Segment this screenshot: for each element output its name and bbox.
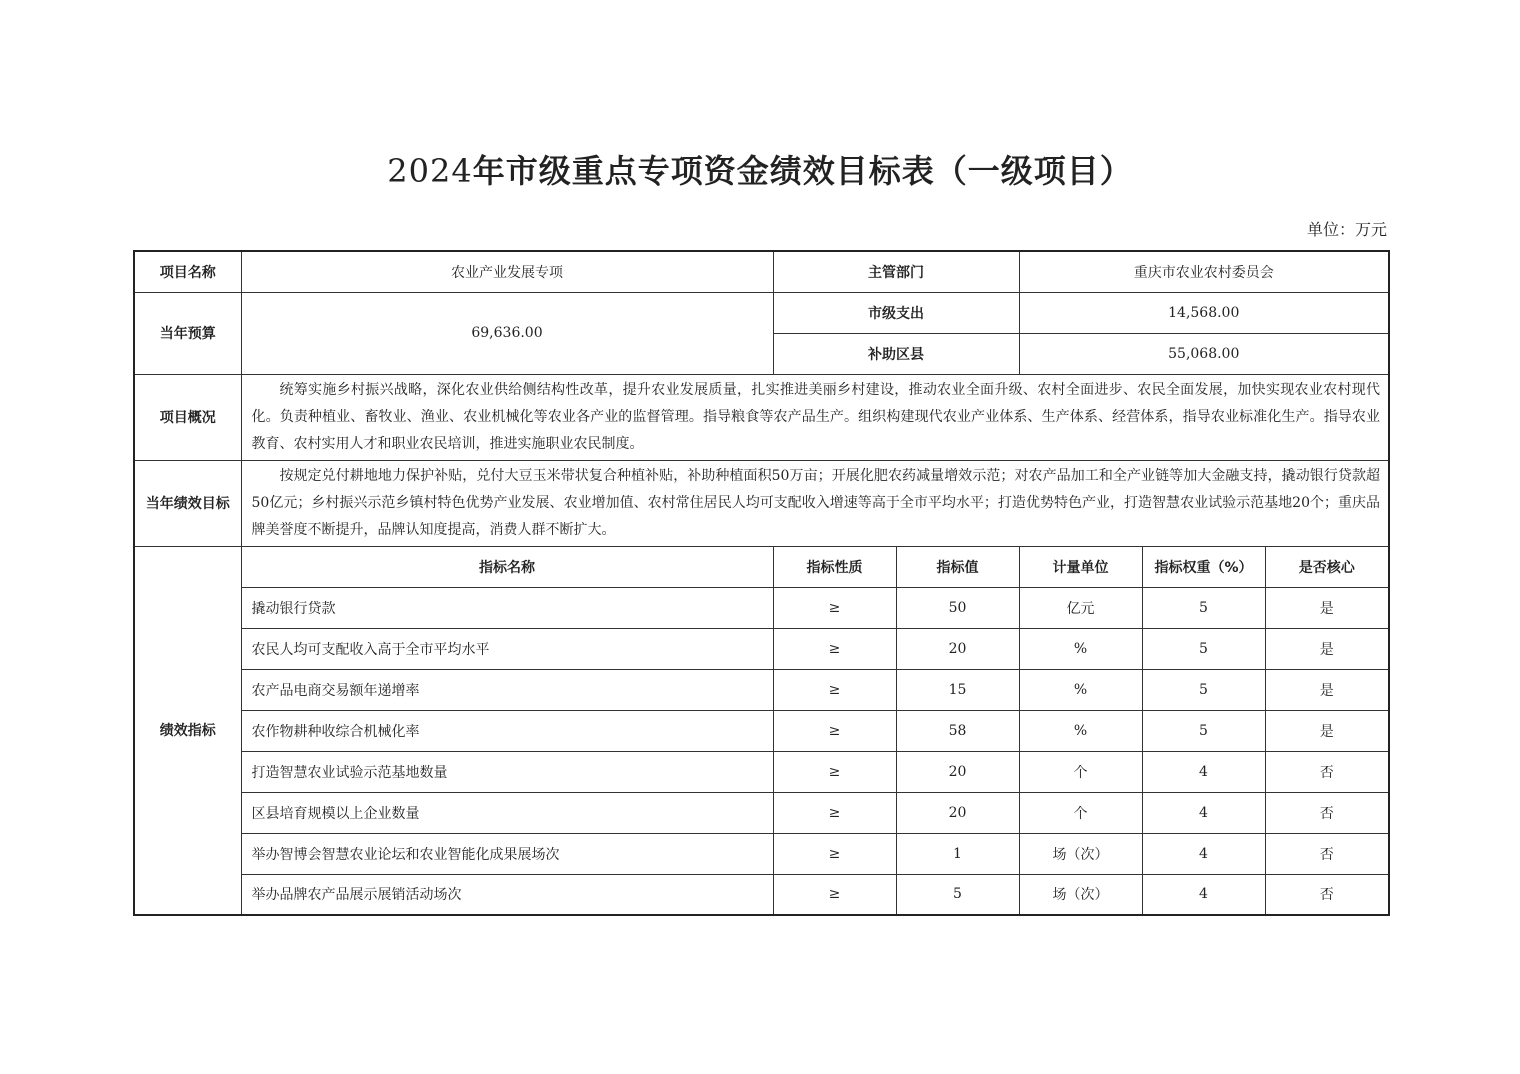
project-name-value: 农业产业发展专项 (241, 251, 773, 292)
indicator-weight: 4 (1142, 833, 1265, 874)
indicator-name: 打造智慧农业试验示范基地数量 (241, 751, 773, 792)
indicator-nature: ≥ (773, 751, 896, 792)
city-expense-value: 14,568.00 (1019, 292, 1389, 333)
district-subsidy-label: 补助区县 (773, 333, 1019, 374)
indicator-name: 农产品电商交易额年递增率 (241, 669, 773, 710)
col-header-name: 指标名称 (241, 546, 773, 587)
annual-budget-label: 当年预算 (134, 292, 241, 374)
indicator-core: 是 (1265, 628, 1389, 669)
col-header-core: 是否核心 (1265, 546, 1389, 587)
table-row (134, 669, 1389, 710)
indicator-nature: ≥ (773, 710, 896, 751)
project-name-label: 项目名称 (134, 251, 241, 292)
overview-text: 统筹实施乡村振兴战略，深化农业供给侧结构性改革，提升农业发展质量，扎实推进美丽乡村建设，推动农业全面升级、农村全面进步、农民全面发展，加快实现农业农村现代化。负责种植业、畜牧业、渔业、农业机械化等农业各产业的监督管理。指导粮食等农产品生产。组织构建现代农业产业体系、生产体系、经营体系，指导农业标准化生产。指导农业教育、农村实用人才和职业农民培训，推进实施职业农民制度。 (241, 374, 1389, 460)
indicator-core: 否 (1265, 751, 1389, 792)
city-expense-label: 市级支出 (773, 292, 1019, 333)
indicator-nature: ≥ (773, 587, 896, 628)
col-header-unit: 计量单位 (1019, 546, 1142, 587)
title-year: 2024 (387, 152, 473, 190)
annual-budget-value: 69,636.00 (241, 292, 773, 374)
table-row (134, 710, 1389, 751)
indicator-weight: 4 (1142, 874, 1265, 915)
indicator-name: 区县培育规模以上企业数量 (241, 792, 773, 833)
indicator-nature: ≥ (773, 669, 896, 710)
indicator-name: 举办品牌农产品展示展销活动场次 (241, 874, 773, 915)
indicator-name: 农民人均可支配收入高于全市平均水平 (241, 628, 773, 669)
indicator-name: 撬动银行贷款 (241, 587, 773, 628)
indicator-unit: 场（次） (1019, 833, 1142, 874)
table-row (134, 751, 1389, 792)
annual-goal-text: 按规定兑付耕地地力保护补贴，兑付大豆玉米带状复合种植补贴，补助种植面积50万亩；开展化肥农药减量增效示范；对农产品加工和全产业链等加大金融支持，撬动银行贷款超50亿元；乡村振兴示范乡镇村特色优势产业发展、农业增加值、农村常住居民人均可支配收入增速等高于全市平均水平；打造优势特色产业，打造智慧农业试验示范基地20个；重庆品牌美誉度不断提升，品牌认知度提高，消费人群不断扩大。 (241, 460, 1389, 546)
indicator-value: 20 (896, 628, 1019, 669)
indicator-value: 1 (896, 833, 1019, 874)
page-title (0, 146, 1520, 192)
indicator-unit: % (1019, 669, 1142, 710)
indicator-header-row (134, 546, 1389, 587)
indicator-weight: 5 (1142, 628, 1265, 669)
indicator-core: 是 (1265, 710, 1389, 751)
col-header-nature: 指标性质 (773, 546, 896, 587)
indicator-core: 是 (1265, 669, 1389, 710)
indicator-unit: 个 (1019, 751, 1142, 792)
indicator-core: 否 (1265, 874, 1389, 915)
indicator-unit: 场（次） (1019, 874, 1142, 915)
indicator-nature: ≥ (773, 874, 896, 915)
col-header-value: 指标值 (896, 546, 1019, 587)
title-text: 年市级重点专项资金绩效目标表（一级项目） (472, 152, 1133, 190)
indicator-core: 否 (1265, 833, 1389, 874)
indicator-weight: 4 (1142, 751, 1265, 792)
indicator-unit: 亿元 (1019, 587, 1142, 628)
indicator-value: 5 (896, 874, 1019, 915)
performance-table (133, 250, 1390, 916)
indicator-name: 举办智博会智慧农业论坛和农业智能化成果展场次 (241, 833, 773, 874)
table-row (134, 833, 1389, 874)
indicator-value: 20 (896, 792, 1019, 833)
overview-label: 项目概况 (134, 374, 241, 460)
department-label: 主管部门 (773, 251, 1019, 292)
department-value: 重庆市农业农村委员会 (1019, 251, 1389, 292)
indicator-weight: 5 (1142, 587, 1265, 628)
indicators-label: 绩效指标 (134, 546, 241, 915)
indicator-nature: ≥ (773, 833, 896, 874)
indicator-weight: 4 (1142, 792, 1265, 833)
district-subsidy-value: 55,068.00 (1019, 333, 1389, 374)
indicator-core: 是 (1265, 587, 1389, 628)
indicator-nature: ≥ (773, 628, 896, 669)
indicator-weight: 5 (1142, 669, 1265, 710)
unit-label: 单位：万元 (1306, 220, 1387, 239)
table-row (134, 874, 1389, 915)
indicator-weight: 5 (1142, 710, 1265, 751)
indicator-value: 15 (896, 669, 1019, 710)
indicator-value: 58 (896, 710, 1019, 751)
indicator-unit: % (1019, 710, 1142, 751)
col-header-weight: 指标权重（%） (1142, 546, 1265, 587)
indicator-core: 否 (1265, 792, 1389, 833)
indicator-name: 农作物耕种收综合机械化率 (241, 710, 773, 751)
indicator-value: 20 (896, 751, 1019, 792)
indicator-unit: 个 (1019, 792, 1142, 833)
indicator-value: 50 (896, 587, 1019, 628)
indicator-unit: % (1019, 628, 1142, 669)
table-row (134, 792, 1389, 833)
annual-goal-label: 当年绩效目标 (134, 460, 241, 546)
table-row (134, 587, 1389, 628)
indicator-nature: ≥ (773, 792, 896, 833)
table-row (134, 628, 1389, 669)
